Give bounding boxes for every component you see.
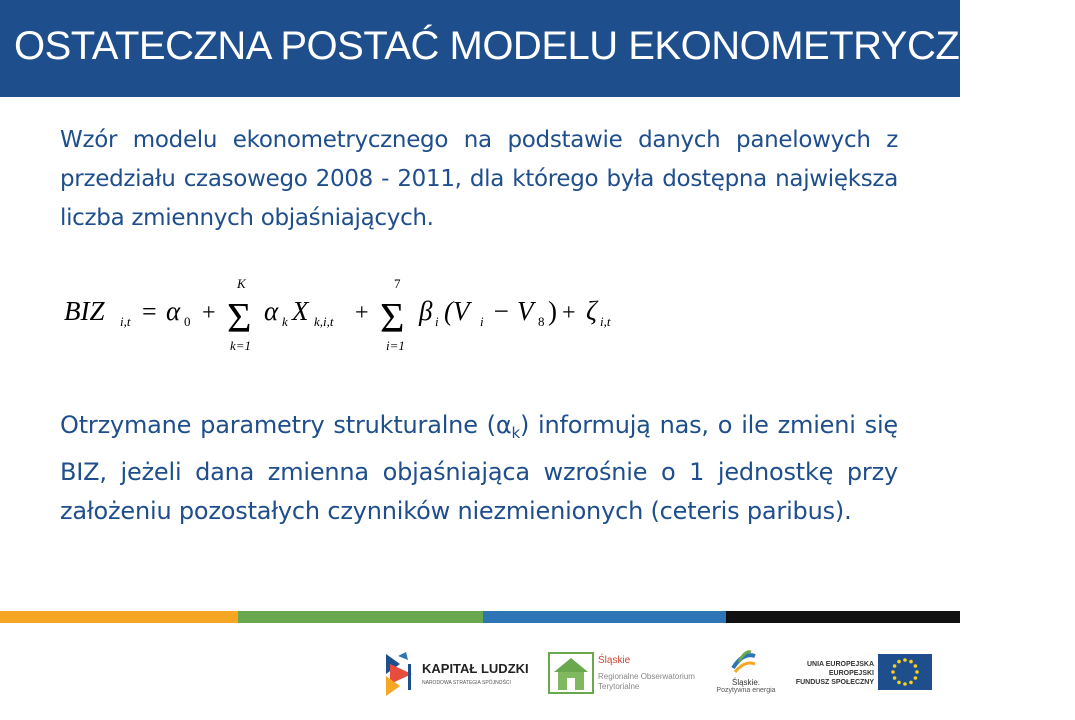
formula-vi-sub: i xyxy=(480,314,484,329)
explanation-paragraph xyxy=(60,406,898,531)
formula-close: ) xyxy=(548,296,557,326)
formula-alpha0: α xyxy=(166,296,181,326)
formula-alpha0-sub: 0 xyxy=(184,314,191,329)
formula-alphak-sub: k xyxy=(282,314,288,329)
eu-line2: EUROPEJSKI xyxy=(828,670,874,677)
model-formula xyxy=(62,270,642,360)
formula-eq: = xyxy=(142,297,157,326)
sum2-sigma: Σ xyxy=(380,296,405,342)
formula-x: X xyxy=(292,296,309,326)
formula-zeta: ζ xyxy=(586,296,597,326)
formula-beta-sub: i xyxy=(435,314,439,329)
kapital-ludzki-subtitle: NARODOWA STRATEGIA SPÓJNOŚCI xyxy=(422,680,511,686)
eu-line1: UNIA EUROPEJSKA xyxy=(806,661,874,668)
explanation-text-after: ) informują nas, o ile zmieni się BIZ, jeżeli dana zmienna objaśniająca wzrośnie o 1 jednostkę przy założeniu pozostałych czynników niezmienionych (ceteris paribus). xyxy=(60,411,898,525)
formula-lhs-sub: i,t xyxy=(120,314,131,329)
formula-plus1: + xyxy=(202,300,216,326)
rot-name: Śląskie xyxy=(598,655,631,666)
formula-paren-v: (V xyxy=(444,296,470,326)
formula-v8-sub: 8 xyxy=(538,314,545,329)
formula-plus3: + xyxy=(562,300,576,326)
eu-flag-icon xyxy=(878,654,932,694)
kapital-ludzki-title: KAPITAŁ LUDZKI xyxy=(422,661,529,676)
kapital-ludzki-logo-icon xyxy=(386,650,416,702)
intro-paragraph: Wzór modelu ekonometrycznego na podstawie danych panelowych z przedziału czasowego 2008 - 2011, dla którego była dostępna największa liczba zmiennych objaśniających. xyxy=(60,127,898,231)
formula-plus2: + xyxy=(355,300,369,326)
formula-beta: β xyxy=(419,296,433,326)
formula-zeta-sub: i,t xyxy=(600,314,611,329)
eu-text xyxy=(790,660,874,687)
sum2-lower: i=1 xyxy=(386,338,405,353)
explanation-alpha-sub: k xyxy=(511,424,520,442)
rot-description: Regionalne Obserwatorium Terytorialne xyxy=(598,672,695,691)
slaskie-logo-icon xyxy=(729,648,759,680)
stripe-black xyxy=(726,611,960,623)
explanation-text-before: Otrzymane parametry strukturalne (α xyxy=(60,411,512,439)
slide-title: OSTATECZNA POSTAĆ MODELU EKONOMETRYCZNEGO xyxy=(14,24,1075,68)
formula-x-sub: k,i,t xyxy=(314,314,334,329)
eu-line3: FUNDUSZ SPOŁECZNY xyxy=(795,679,874,686)
sum1-lower: k=1 xyxy=(230,338,252,353)
formula-minus-v: − V xyxy=(492,296,534,326)
rot-house-logo-icon xyxy=(548,652,594,698)
stripe-orange xyxy=(0,611,238,623)
formula-alphak: α xyxy=(264,296,279,326)
formula-lhs: BIZ xyxy=(64,296,105,326)
sum1-sigma: Σ xyxy=(227,296,252,342)
slaskie-tagline: Pozytywna energia xyxy=(716,687,776,694)
title-bar xyxy=(0,0,1075,97)
stripe-blue xyxy=(483,611,726,623)
slaskie-name: Śląskie. xyxy=(731,678,760,687)
sum2-upper: 7 xyxy=(394,276,401,291)
sum1-upper: K xyxy=(237,276,246,291)
stripe-green xyxy=(238,611,483,623)
